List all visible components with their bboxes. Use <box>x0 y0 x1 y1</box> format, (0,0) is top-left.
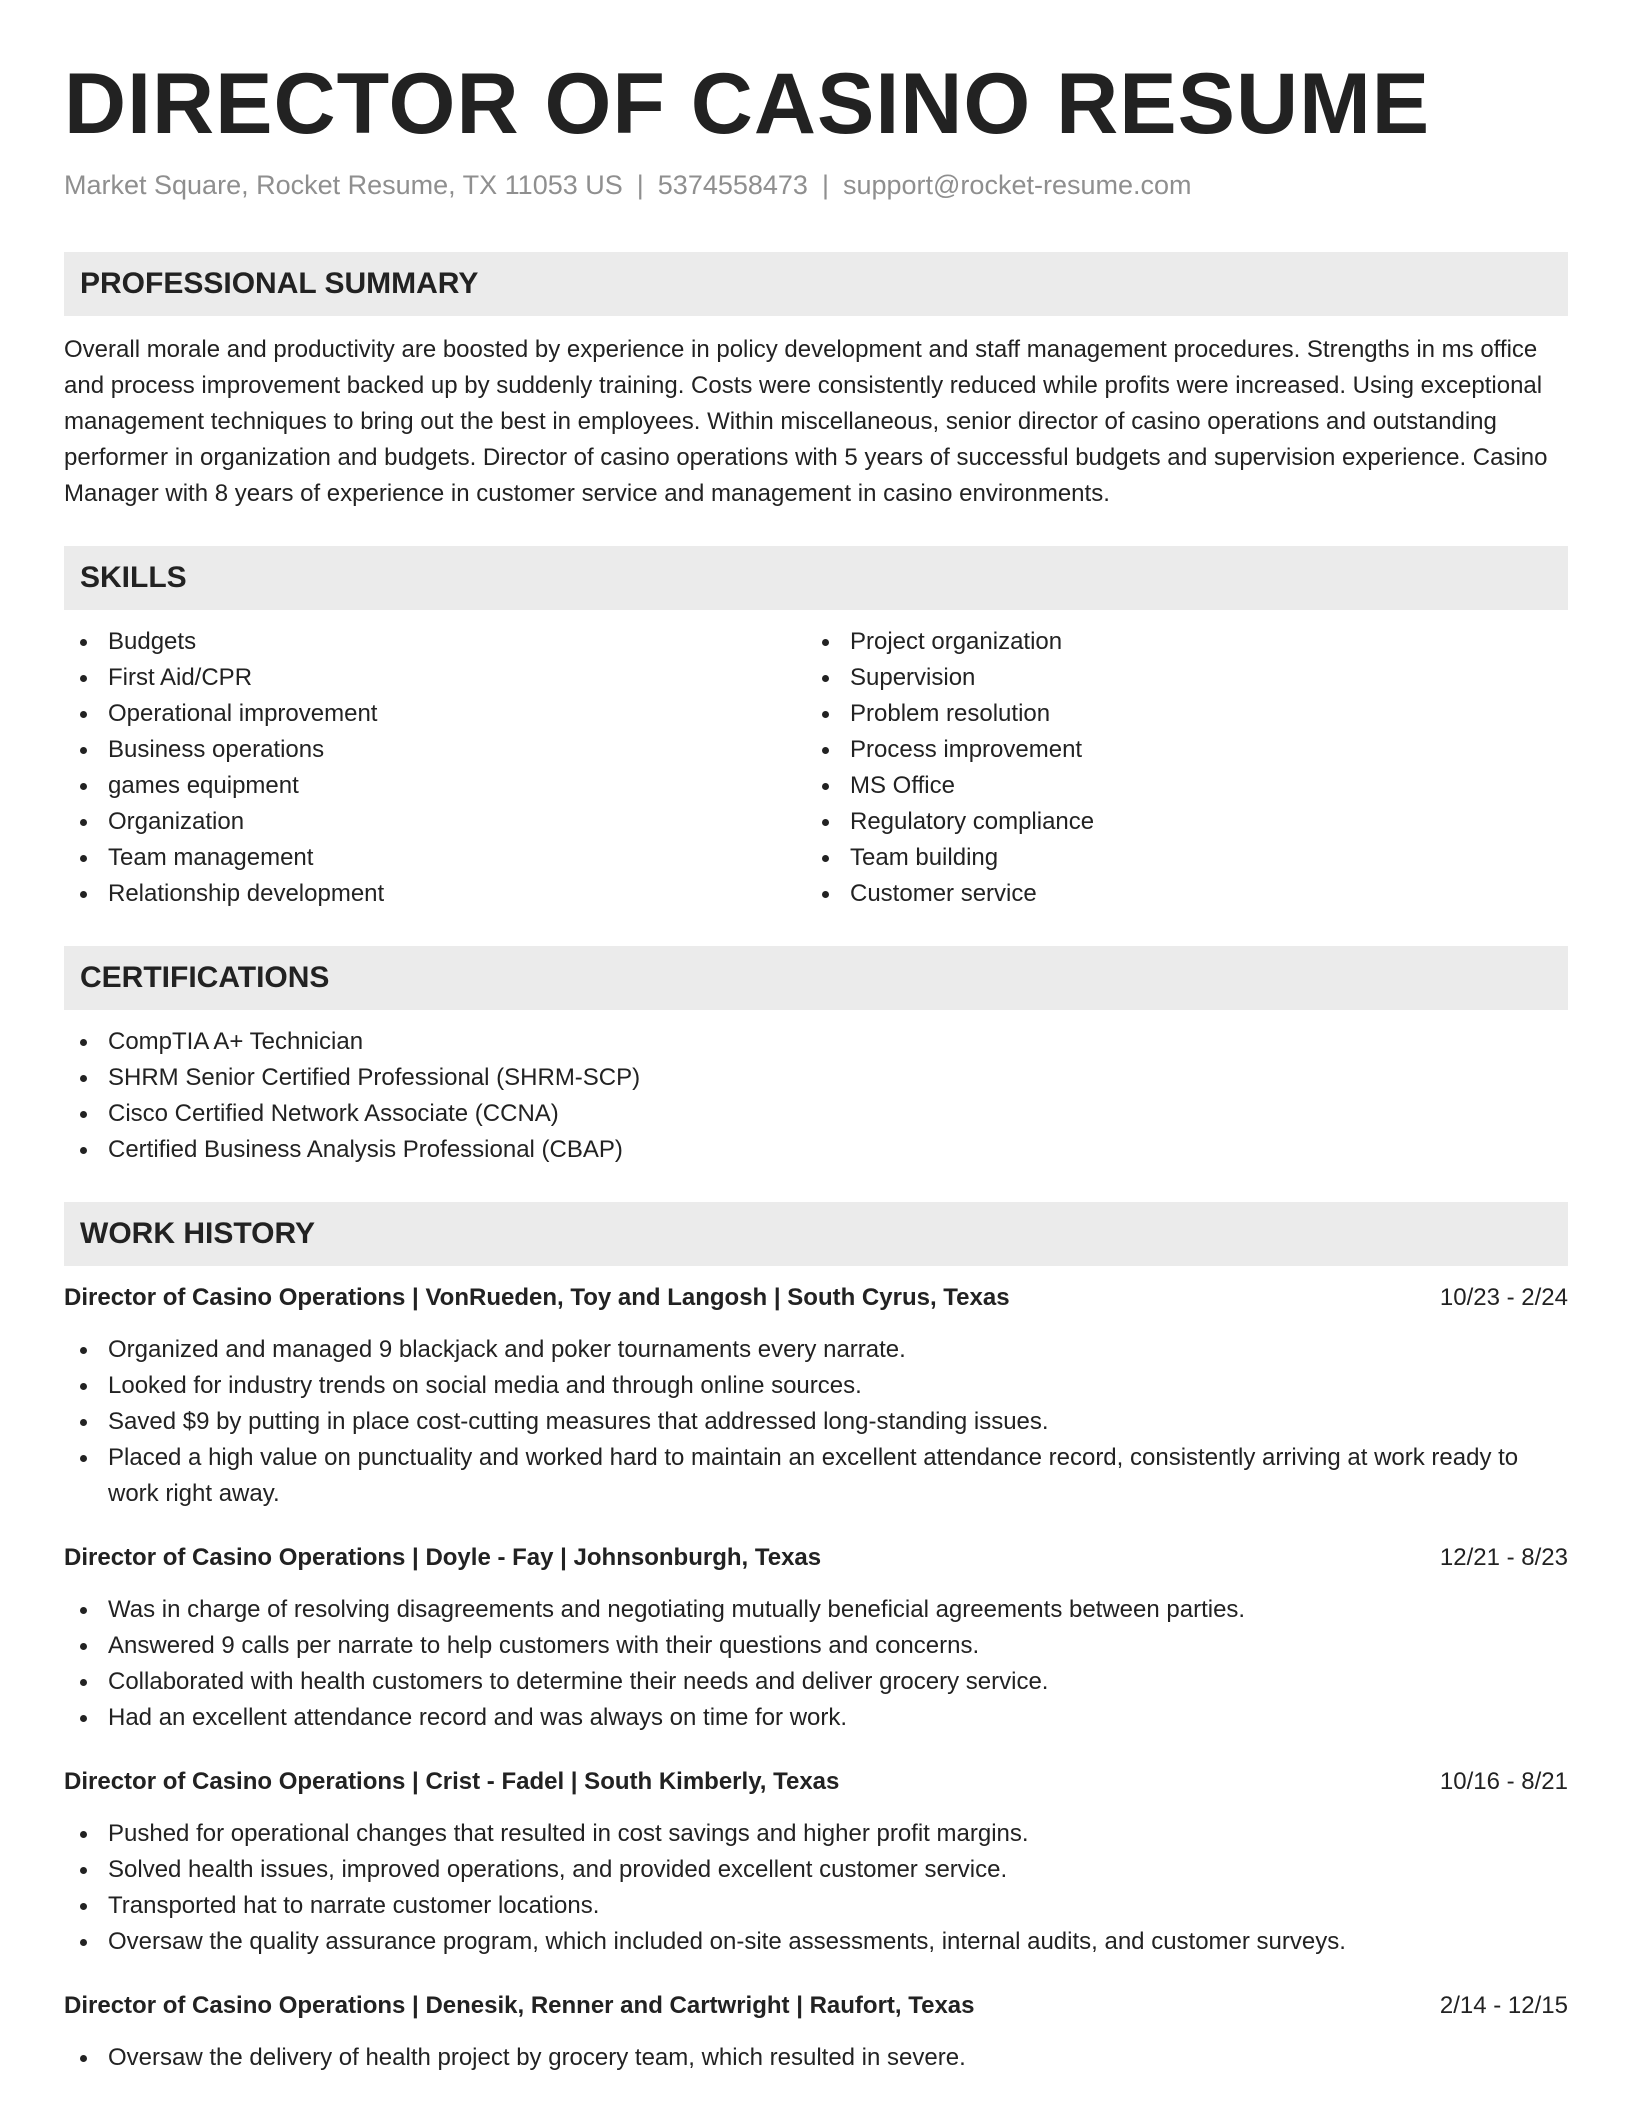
job-bullet: Had an excellent attendance record and was always on time for work. <box>64 1700 1568 1736</box>
skill-item: Problem resolution <box>806 696 1548 732</box>
job-title: Director of Casino Operations | VonRueden, Toy and Langosh | South Cyrus, Texas <box>64 1284 1010 1311</box>
job-entry <box>64 1540 1568 1736</box>
contact-separator: | <box>636 170 644 200</box>
contact-line <box>64 166 1568 204</box>
job-bullet: Oversaw the quality assurance program, which included on-site assessments, internal audits, and customer surveys. <box>64 1924 1568 1960</box>
skill-item: Project organization <box>806 624 1548 660</box>
skill-item: games equipment <box>64 768 806 804</box>
job-bullet: Answered 9 calls per narrate to help customers with their questions and concerns. <box>64 1628 1568 1664</box>
job-bullet: Collaborated with health customers to determine their needs and deliver grocery service. <box>64 1664 1568 1700</box>
skill-item: First Aid/CPR <box>64 660 806 696</box>
job-title: Director of Casino Operations | Doyle - Fay | Johnsonburgh, Texas <box>64 1544 822 1571</box>
job-entry <box>64 1988 1568 2076</box>
job-bullet: Looked for industry trends on social media and through online sources. <box>64 1368 1568 1404</box>
job-header <box>64 1764 1568 1800</box>
skill-item: Relationship development <box>64 876 806 912</box>
skill-item: Organization <box>64 804 806 840</box>
job-bullets <box>64 1816 1568 1960</box>
job-bullets <box>64 1592 1568 1736</box>
job-dates: 10/16 - 8/21 <box>1439 1768 1568 1795</box>
job-bullet: Was in charge of resolving disagreements and negotiating mutually beneficial agreements between parties. <box>64 1592 1568 1628</box>
job-bullets <box>64 2040 1568 2076</box>
skill-item: Customer service <box>806 876 1548 912</box>
job-bullets <box>64 1332 1568 1512</box>
certification-item: Certified Business Analysis Professional (CBAP) <box>64 1132 1568 1168</box>
skill-item: Operational improvement <box>64 696 806 732</box>
contact-phone: 5374558473 <box>657 170 808 200</box>
skill-item: Budgets <box>64 624 806 660</box>
certification-item: SHRM Senior Certified Professional (SHRM-SCP) <box>64 1060 1568 1096</box>
job-title: Director of Casino Operations | Denesik, Renner and Cartwright | Raufort, Texas <box>64 1992 975 2019</box>
skill-item: Supervision <box>806 660 1548 696</box>
certification-item: CompTIA A+ Technician <box>64 1024 1568 1060</box>
skills-grid <box>64 624 1568 912</box>
skills-right-column <box>806 624 1548 912</box>
job-bullet: Transported hat to narrate customer locations. <box>64 1888 1568 1924</box>
certifications-list <box>64 1024 1568 1168</box>
job-header <box>64 1540 1568 1576</box>
skills-heading: SKILLS <box>64 546 1568 610</box>
job-bullet: Pushed for operational changes that resulted in cost savings and higher profit margins. <box>64 1816 1568 1852</box>
job-bullet: Organized and managed 9 blackjack and poker tournaments every narrate. <box>64 1332 1568 1368</box>
job-dates: 2/14 - 12/15 <box>1439 1992 1568 2019</box>
resume-page <box>64 0 1568 2076</box>
job-header <box>64 1988 1568 2024</box>
contact-separator: | <box>821 170 829 200</box>
contact-address: Market Square, Rocket Resume, TX 11053 US <box>64 170 623 200</box>
skill-item: MS Office <box>806 768 1548 804</box>
skill-item: Regulatory compliance <box>806 804 1548 840</box>
skill-item: Process improvement <box>806 732 1548 768</box>
skill-item: Team building <box>806 840 1548 876</box>
job-bullet: Oversaw the delivery of health project by grocery team, which resulted in severe. <box>64 2040 1568 2076</box>
job-dates: 10/23 - 2/24 <box>1439 1284 1568 1311</box>
certifications-heading: CERTIFICATIONS <box>64 946 1568 1010</box>
summary-text: Overall morale and productivity are boosted by experience in policy development and staff management procedures. Strengths in ms office and process improvement backed up by suddenly training. Costs were consistently reduced while profits were increased. Using exceptional management techniques to bring out the best in employees. Within miscellaneous, senior director of casino operations and outstanding performer in organization and budgets. Director of casino operations with 5 years of successful budgets and supervision experience. Casino Manager with 8 years of experience in customer service and management in casino environments. <box>64 336 1548 507</box>
job-dates: 12/21 - 8/23 <box>1439 1544 1568 1571</box>
certification-item: Cisco Certified Network Associate (CCNA) <box>64 1096 1568 1132</box>
job-entry <box>64 1764 1568 1960</box>
work-history-heading: WORK HISTORY <box>64 1202 1568 1266</box>
contact-email[interactable]: support@rocket-resume.com <box>842 170 1192 200</box>
job-bullet: Saved $9 by putting in place cost-cutting measures that addressed long-standing issues. <box>64 1404 1568 1440</box>
job-title: Director of Casino Operations | Crist - Fadel | South Kimberly, Texas <box>64 1768 840 1795</box>
job-header <box>64 1280 1568 1316</box>
summary-heading: PROFESSIONAL SUMMARY <box>64 252 1568 316</box>
skill-item: Team management <box>64 840 806 876</box>
skill-item: Business operations <box>64 732 806 768</box>
skills-left-column <box>64 624 806 912</box>
resume-title: DIRECTOR OF CASINO RESUME <box>64 56 1431 152</box>
job-bullet: Solved health issues, improved operations, and provided excellent customer service. <box>64 1852 1568 1888</box>
job-bullet: Placed a high value on punctuality and worked hard to maintain an excellent attendance record, consistently arriving at work ready to work right away. <box>64 1440 1568 1512</box>
job-entry <box>64 1280 1568 1512</box>
